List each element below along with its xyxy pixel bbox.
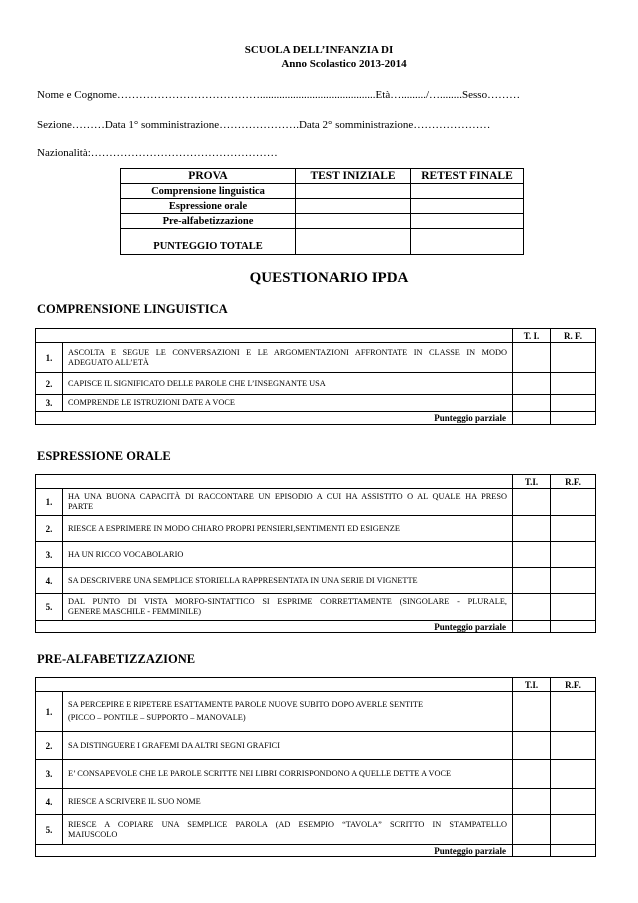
summary-row-label: Comprensione linguistica bbox=[121, 184, 296, 199]
score-cell[interactable] bbox=[513, 621, 551, 633]
school-title: SCUOLA DELL’INFANZIA DI bbox=[244, 44, 394, 56]
score-cell[interactable] bbox=[551, 815, 596, 845]
col-rf-header: R.F. bbox=[551, 678, 596, 692]
score-cell[interactable] bbox=[551, 789, 596, 815]
section-dates-line[interactable]: Sezione………Data 1° somministrazione………………….Data 2° somministrazione………………… bbox=[37, 119, 491, 131]
item-number: 2. bbox=[36, 373, 63, 395]
score-cell[interactable] bbox=[551, 489, 596, 516]
name-age-sex-line[interactable]: Nome e Cognome…………………………………..........................................Età…........./…........Sesso……… bbox=[37, 89, 521, 101]
score-cell[interactable] bbox=[551, 594, 596, 621]
item-text: CAPISCE IL SIGNIFICATO DELLE PAROLE CHE L’INSEGNANTE USA bbox=[63, 373, 513, 395]
item-text: HA UNA BUONA CAPACITÀ DI RACCONTARE UN EPISODIO A CUI HA ASSISTITO O AL QUALE HA PRESO PARTE bbox=[63, 489, 513, 516]
score-cell[interactable] bbox=[296, 199, 411, 214]
item-text: SA DESCRIVERE UNA SEMPLICE STORIELLA RAPPRESENTATA IN UNA SERIE DI VIGNETTE bbox=[63, 568, 513, 594]
score-cell[interactable] bbox=[411, 214, 524, 229]
section-table-prealfabetizzazione bbox=[35, 677, 596, 857]
item-number: 3. bbox=[36, 395, 63, 412]
score-cell[interactable] bbox=[551, 568, 596, 594]
item-text: ASCOLTA E SEGUE LE CONVERSAZIONI E LE ARGOMENTAZIONI AFFRONTATE IN CLASSE IN MODO ADEGUATO ALL’ETÀ bbox=[63, 343, 513, 373]
item-text: HA UN RICCO VOCABOLARIO bbox=[63, 542, 513, 568]
item-number: 1. bbox=[36, 489, 63, 516]
item-number: 2. bbox=[36, 516, 63, 542]
partial-score-label: Punteggio parziale bbox=[36, 621, 513, 633]
item-text: SA DISTINGUERE I GRAFEMI DA ALTRI SEGNI GRAFICI bbox=[63, 732, 513, 760]
partial-score-label: Punteggio parziale bbox=[36, 845, 513, 857]
summary-header-retest: RETEST FINALE bbox=[411, 169, 524, 184]
col-ti-header: T. I. bbox=[513, 329, 551, 343]
item-number: 3. bbox=[36, 760, 63, 789]
item-number: 1. bbox=[36, 692, 63, 732]
section-table-espressione bbox=[35, 474, 596, 633]
score-cell[interactable] bbox=[513, 412, 551, 425]
score-cell[interactable] bbox=[513, 692, 551, 732]
item-number: 5. bbox=[36, 594, 63, 621]
col-rf-header: R. F. bbox=[551, 329, 596, 343]
score-cell[interactable] bbox=[411, 229, 524, 255]
score-cell[interactable] bbox=[513, 789, 551, 815]
score-cell[interactable] bbox=[513, 373, 551, 395]
item-text: E’ CONSAPEVOLE CHE LE PAROLE SCRITTE NEI LIBRI CORRISPONDONO A QUELLE DETTE A VOCE bbox=[63, 760, 513, 789]
score-cell[interactable] bbox=[513, 760, 551, 789]
score-cell[interactable] bbox=[513, 395, 551, 412]
item-text: RIESCE A COPIARE UNA SEMPLICE PAROLA (AD ESEMPIO “TAVOLA” SCRITTO IN STAMPATELLO MAIUSCOLO bbox=[63, 815, 513, 845]
summary-header-test: TEST INIZIALE bbox=[296, 169, 411, 184]
questionnaire-title: QUESTIONARIO IPDA bbox=[249, 270, 409, 286]
section-title: COMPRENSIONE LINGUISTICA bbox=[37, 302, 228, 316]
section-title: PRE-ALFABETIZZAZIONE bbox=[37, 652, 196, 666]
summary-row-label: Pre-alfabetizzazione bbox=[121, 214, 296, 229]
score-cell[interactable] bbox=[513, 489, 551, 516]
score-cell[interactable] bbox=[551, 692, 596, 732]
score-cell[interactable] bbox=[551, 760, 596, 789]
score-cell[interactable] bbox=[296, 229, 411, 255]
item-number: 4. bbox=[36, 789, 63, 815]
score-cell[interactable] bbox=[551, 395, 596, 412]
summary-row-label: Espressione orale bbox=[121, 199, 296, 214]
score-cell[interactable] bbox=[551, 412, 596, 425]
score-cell[interactable] bbox=[296, 184, 411, 199]
col-ti-header: T.I. bbox=[513, 475, 551, 489]
item-text: DAL PUNTO DI VISTA MORFO-SINTATTICO SI ESPRIME CORRETTAMENTE (SINGOLARE - PLURALE, GENERE MASCHILE - FEMMINILE) bbox=[63, 594, 513, 621]
score-cell[interactable] bbox=[513, 568, 551, 594]
score-cell[interactable] bbox=[513, 815, 551, 845]
score-cell[interactable] bbox=[513, 594, 551, 621]
col-ti-header: T.I. bbox=[513, 678, 551, 692]
item-number: 3. bbox=[36, 542, 63, 568]
score-cell[interactable] bbox=[551, 845, 596, 857]
score-cell[interactable] bbox=[411, 184, 524, 199]
item-number: 5. bbox=[36, 815, 63, 845]
partial-score-label: Punteggio parziale bbox=[36, 412, 513, 425]
school-year: Anno Scolastico 2013-2014 bbox=[281, 58, 407, 70]
item-number: 1. bbox=[36, 343, 63, 373]
score-cell[interactable] bbox=[296, 214, 411, 229]
score-cell[interactable] bbox=[513, 732, 551, 760]
item-text: SA PERCEPIRE E RIPETERE ESATTAMENTE PAROLE NUOVE SUBITO DOPO AVERLE SENTITE (PICCO – PONTILE – SUPPORTO – MANOVALE) bbox=[63, 692, 513, 732]
item-text: RIESCE A SCRIVERE IL SUO NOME bbox=[63, 789, 513, 815]
section-title: ESPRESSIONE ORALE bbox=[37, 449, 171, 463]
score-cell[interactable] bbox=[551, 621, 596, 633]
summary-total-label: PUNTEGGIO TOTALE bbox=[121, 229, 296, 255]
score-cell[interactable] bbox=[411, 199, 524, 214]
score-cell[interactable] bbox=[551, 343, 596, 373]
nationality-line[interactable]: Nazionalità:…………………………………………… bbox=[37, 147, 278, 159]
score-cell[interactable] bbox=[551, 542, 596, 568]
score-cell[interactable] bbox=[513, 343, 551, 373]
item-text: COMPRENDE LE ISTRUZIONI DATE A VOCE bbox=[63, 395, 513, 412]
score-cell[interactable] bbox=[551, 732, 596, 760]
summary-table bbox=[120, 168, 524, 255]
score-cell[interactable] bbox=[513, 516, 551, 542]
item-number: 4. bbox=[36, 568, 63, 594]
score-cell[interactable] bbox=[551, 373, 596, 395]
item-number: 2. bbox=[36, 732, 63, 760]
item-text: RIESCE A ESPRIMERE IN MODO CHIARO PROPRI PENSIERI,SENTIMENTI ED ESIGENZE bbox=[63, 516, 513, 542]
score-cell[interactable] bbox=[551, 516, 596, 542]
col-rf-header: R.F. bbox=[551, 475, 596, 489]
section-table-comprensione bbox=[35, 328, 596, 425]
score-cell[interactable] bbox=[513, 542, 551, 568]
score-cell[interactable] bbox=[513, 845, 551, 857]
summary-header-prova: PROVA bbox=[121, 169, 296, 184]
